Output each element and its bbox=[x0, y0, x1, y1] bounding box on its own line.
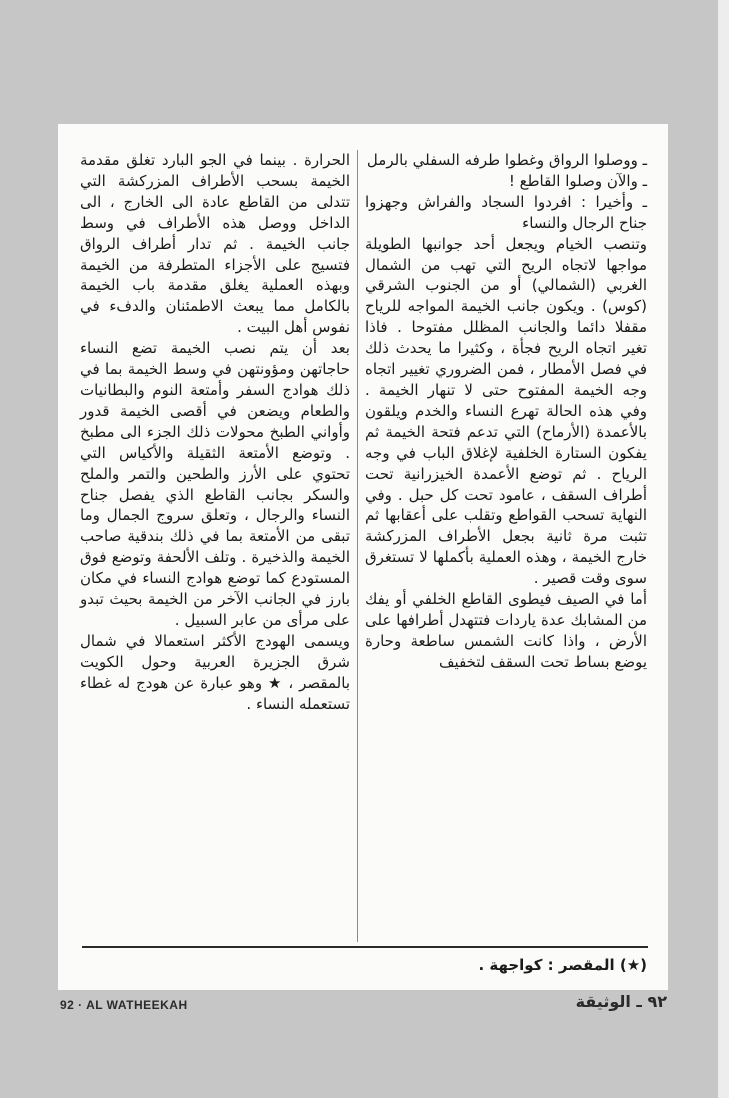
column-paragraph: وتنصب الخيام ويجعل أحد جوانبها الطويلة مواجها لاتجاه الريح التي تهب من الشمال الغربي (الشمالي) أو من الجنوب الشرقي (كوس) . ويكون جانب الخيمة المواجه للرياح مقفلا دائما والجانب المظلل مفتوحا . فاذا تغير اتجاه الريح فجأة ، وكثيرا ما يحدث ذلك في فصل الأمطار ، فمن الضروري تغيير اتجاه وجه الخيمة المفتوح حتى لا تنهار الخيمة . وفي هذه الحالة تهرع النساء والخدم ويلقون بالأعمدة (الأرماح) التي تدعم فتحة الخيمة ثم يفكون الستارة الخلفية لإغلاق الباب في وجه الرياح . ثم توضع الأعمدة الخيزرانية تحت أطراف السقف ، عامود تحت كل حبل . وفي النهاية تسحب القواطع وتقلب على أعقابها ثم تثبت مرة ثانية بجعل الأطراف المزركشة خارج الخيمة ، وهذه العملية بأكملها لا تستغرق سوى وقت قصير . bbox=[365, 234, 647, 588]
column-paragraph: ويسمى الهودج الأكثر استعمالا في شمال شرق الجزيرة العربية وحول الكويت بالمقصر ، ★ وهو عبارة عن هودج له غطاء تستعمله النساء . bbox=[80, 631, 350, 713]
page-footer-arabic: ٩٢ ـ الوثيقة bbox=[575, 992, 667, 1011]
page-edge bbox=[718, 0, 729, 1098]
article-column-left bbox=[80, 150, 350, 714]
page-footer-english: 92 · AL WATHEEKAH bbox=[60, 998, 188, 1012]
column-paragraph: ـ وأخيرا : افردوا السجاد والفراش وجهزوا جناح الرجال والنساء bbox=[365, 192, 647, 232]
column-divider bbox=[357, 150, 358, 942]
footnote: (★) المقصر : كواجهة . bbox=[478, 956, 647, 974]
column-paragraph: ـ والآن وصلوا القاطع ! bbox=[508, 171, 647, 190]
footnote-divider bbox=[82, 946, 648, 948]
column-paragraph: الحرارة . بينما في الجو البارد تغلق مقدمة الخيمة بسحب الأطراف المزركشة التي تتدلى من القاطع عادة الى الخارج ، الى الداخل ووصل هذه الأطراف في وسط جانب الخيمة . ثم تدار أطراف الرواق فتسيج على الأجزاء المتطرفة من الخيمة وبهذه العملية يغلق مقدمة باب الخيمة بالكامل مما يبعث الاطمئنان والدفء في نفوس أهل البيت . bbox=[80, 151, 350, 337]
article-column-right bbox=[365, 150, 647, 673]
column-paragraph: أما في الصيف فيطوى القاطع الخلفي أو يفك من المشابك عدة ياردات فتتهدل أطرافها على الأرض ، واذا كانت الشمس ساطعة وحارة يوضع بساط تحت السقف لتخفيف bbox=[365, 590, 647, 671]
column-paragraph: بعد أن يتم نصب الخيمة تضع النساء حاجاتهن ومؤونتهن في وسط الخيمة بما في ذلك هوادج السفر وأمتعة النوم والبطانيات والطعام ويضعن في أقصى الخيمة قدور وأواني الطبخ محولات ذلك الجزء الى مطبخ . وتوضع الأمتعة الثقيلة والأكياس التي تحتوي على الأرز والطحين والتمر والملح والسكر بجانب القاطع الذي يفصل جناح النساء والرجال ، وتعلق سروج الجمال وما تبقى من الأمتعة بما في ذلك بندقية صاحب الخيمة والذخيرة . وتلف الألحفة وتوضع فوق المستودع كما توضع هوادج النساء في مكان بارز في الجانب الآخر من الخيمة بحيث تبدو على مرأى من عابر السبيل . bbox=[80, 339, 350, 629]
column-paragraph: ـ ووصلوا الرواق وغطوا طرفه السفلي بالرمل bbox=[366, 151, 647, 169]
